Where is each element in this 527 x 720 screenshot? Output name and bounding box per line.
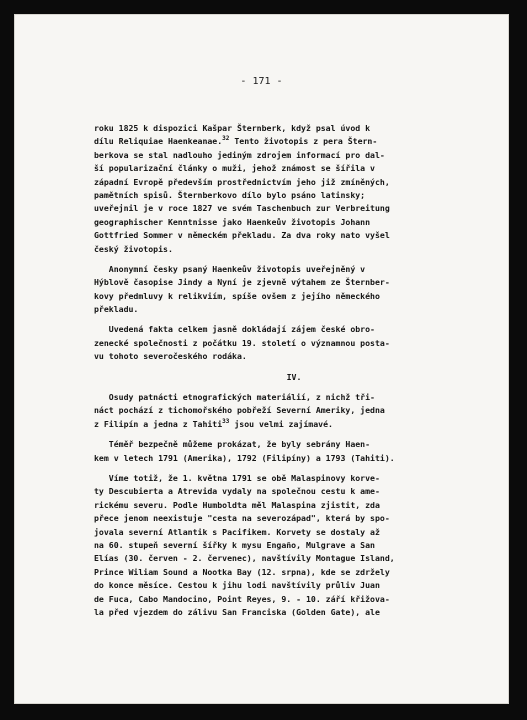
text-line: kovy předmluvy k relikviím, spíše ovšem z jejího německého (94, 290, 380, 301)
text-line: Téměř bezpečně můžeme prokázat, že byly sebrány Haen- (94, 439, 371, 450)
text-line: uveřejnil je v roce 1827 ve svém Taschenbuch zur Verbreitung (94, 203, 390, 214)
page-body (94, 122, 494, 619)
text-line: Uvedená fakta celkem jasně dokládají zájem české obro- (94, 324, 375, 335)
paragraph-gap (94, 256, 494, 263)
text-line: ší popularizační články o muži, jehož známost se šířila v (94, 163, 375, 174)
text-line: la před vjezdem do zálivu San Franciska (Golden Gate), ale (94, 606, 380, 617)
text-line: pamětních spisů. Šternberkovo dílo bylo psáno latinsky; (94, 189, 366, 200)
text-line: Anonymní česky psaný Haenkeův životopis uveřejněný v (94, 263, 366, 274)
page-number: - 171 - (240, 76, 283, 87)
text-line: západní Evropě především prostřednictvím jeho již zmíněných, (94, 176, 390, 187)
text-line: na 60. stupeň severní šířky k mysu Engaño, Mulgrave a San (94, 539, 375, 550)
text-line: roku 1825 k dispozici Kašpar Šternberk, když psal úvod k (94, 123, 371, 133)
paragraph-gap (94, 431, 494, 438)
text-line: berkova se stal nadlouho jediným zdrojem informací pro dal- (94, 149, 385, 160)
text-line: dílu Reliquiae Haenkeanae.$^{32}$ Tento životopis z pera Štern- (94, 135, 378, 147)
text-line: zenecké společnosti z počátku 19. století o významnou posta- (94, 337, 390, 348)
text-line: Víme totiž, že 1. května 1791 se obě Malaspinovy korve- (94, 472, 380, 483)
document-page (14, 14, 509, 704)
section-heading: IV. (286, 371, 302, 382)
text-line: jovala severní Atlantik s Pacifikem. Korvety se dostaly až (94, 526, 380, 537)
text-line: Hýblově časopise Jindy a Nyní je zjevně výtahem ze Šternber- (94, 277, 390, 288)
text-line: geographischer Kenntnisse jako Haenkeův životopis Johann (94, 216, 371, 227)
text-line: rickému severu. Podle Humboldta měl Malaspina zjistit, zda (94, 499, 380, 510)
paragraph-gap (94, 364, 494, 371)
text-line: Elías (30. červen - 2. červenec), navštívily Montague Island, (94, 553, 395, 564)
paragraph-gap (94, 465, 494, 472)
text-line: náct pochází z tichomořského pobřeží Severní Ameriky, jedna (94, 405, 385, 416)
text-line: český životopis. (94, 243, 173, 254)
text-line: kem v letech 1791 (Amerika), 1792 (Filipíny) a 1793 (Tahiti). (94, 452, 395, 463)
text-line: Osudy patnácti etnografických materiálií, z nichž tři- (94, 392, 375, 403)
footnote-marker: 33 (222, 417, 230, 425)
text-line: Prince Wiliam Sound a Nootka Bay (12. srpna), kde se zdržely (94, 566, 390, 577)
paragraph-gap (94, 316, 494, 323)
text-line: ty Descubierta a Atrevida vydaly na společnou cestu k ame- (94, 486, 380, 497)
paragraph-gap (94, 384, 494, 391)
text-line: Gottfried Sommer v německém překladu. Za dva roky nato vyšel (94, 230, 390, 241)
text-line: de Fuca, Cabo Mandocino, Point Reyes, 9. - 10. září křižova- (94, 593, 390, 604)
footnote-marker: 32 (222, 135, 230, 143)
text-line: přece jenom neexistuje "cesta na severozápad", která by spo- (94, 513, 390, 524)
text-line: do konce měsíce. Cestou k jihu lodi navštívily průliv Juan (94, 580, 380, 591)
text-line: z Filipín a jedna z Tahiti$^{33}$ jsou velmi zajímavé. (94, 417, 333, 429)
text-line: překladu. (94, 304, 139, 315)
text-line: vu tohoto severočeského rodáka. (94, 351, 247, 362)
